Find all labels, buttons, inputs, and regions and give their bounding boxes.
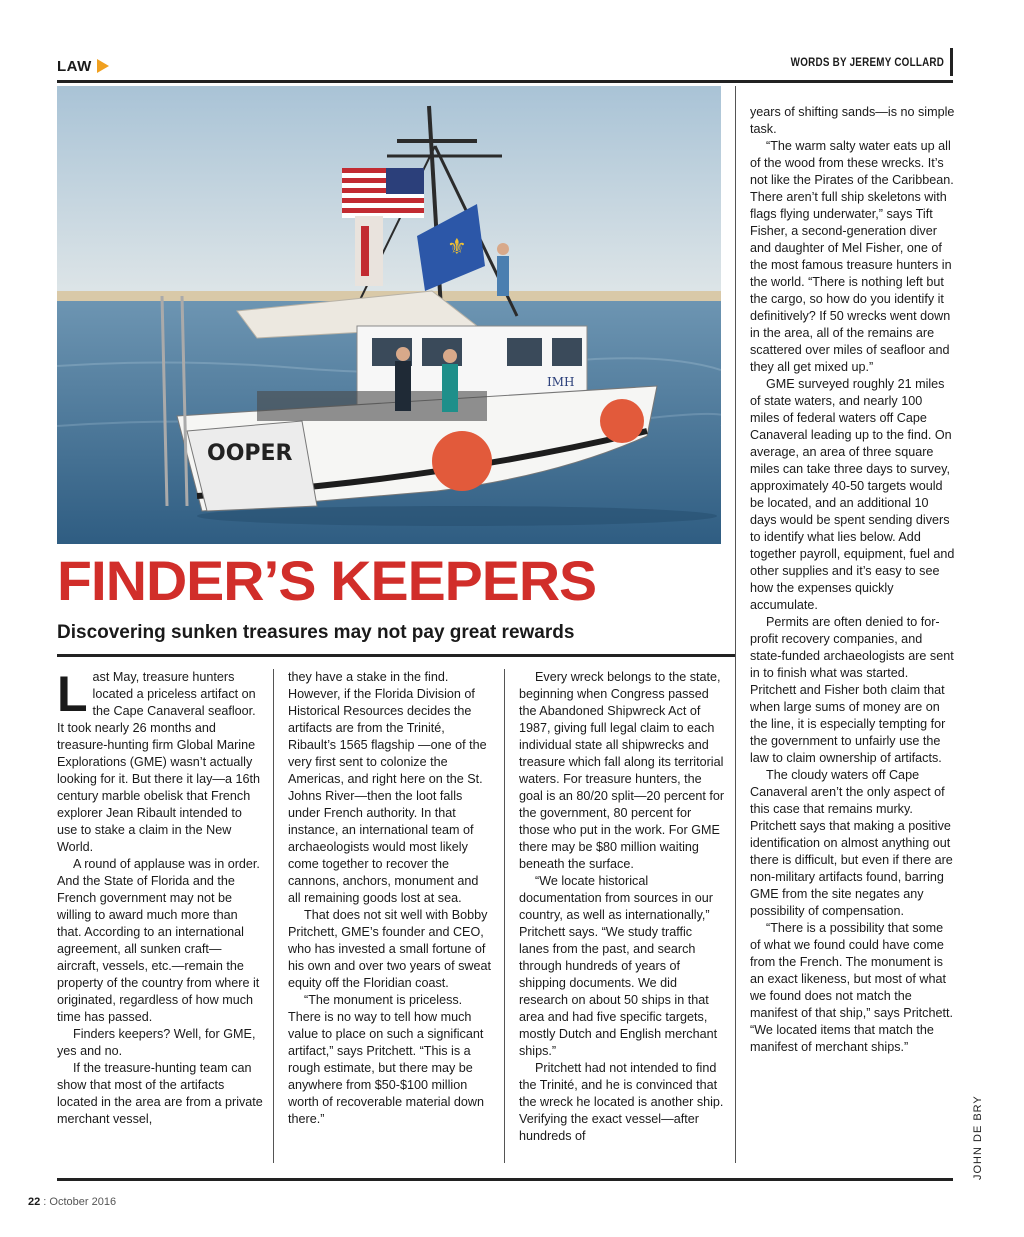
svg-text:OOPER: OOPER	[207, 441, 293, 466]
folio-separator: :	[40, 1196, 50, 1208]
paragraph: years of shifting sands—is no simple task.	[750, 105, 955, 136]
paragraph: “We locate historical documentation from sources in our country, as well as internationally,” Pritchett says. “We study traffic lanes from the past, and search through hundreds of years of shipping documents. We did research on about 50 ships in that area and had five specific targets, mostly Dutch and English merchant ships.”	[519, 874, 718, 1058]
paragraph: That does not sit well with Bobby Pritchett, GME’s founder and CEO, who has invested a small fortune of his own and over two years of sweat equity off the Floridian coast.	[288, 908, 492, 990]
section-arrow-icon	[97, 59, 109, 73]
paragraph: If the treasure-hunting team can show that most of the artifacts located in the area are from a private merchant vessel,	[57, 1061, 263, 1126]
paragraph: Permits are often denied to for-profit recovery companies, and state-funded archaeologists are sent in to finish what was started. Pritchett and Fisher both claim that when large sums of money are on the line, it is especially tempting for the government to unfairly use the law to claim ownership of artifacts.	[750, 615, 954, 765]
paragraph: Every wreck belongs to the state, beginning when Congress passed the Abandoned Shipwreck Act of 1987, giving full legal claim to each individual state all shipwrecks and treasure which fall along its territorial waters. For treasure hunters, the goal is an 80/20 split—20 percent for the government, 80 percent for those who put in the work. For GME there may be $80 million waiting beneath the surface.	[519, 670, 725, 871]
paragraph: they have a stake in the find. However, if the Florida Division of Historical Resources decides the artifacts are from the Trinité, Ribault’s 1565 flagship —one of the very first sent to colonize the Americas, and right here on the St. Johns River—then the loot falls under French authority. In that instance, an international team of archaeologists would most likely come together to recover the cannons, anchors, monument and all remaining goods lost at sea.	[288, 670, 487, 905]
byline: WORDS BY JEREMY COLLARD	[790, 55, 944, 69]
issue-date: October 2016	[49, 1196, 117, 1208]
paragraph: “There is a possibility that some of what we found could have come from the French. The monument is an exact likeness, but most of what we found does not match the manifest of that ship,” says Pritchett. “We located items that match the manifest of merchant ships.”	[750, 921, 953, 1054]
paragraph: Pritchett had not intended to find the Trinité, and he is convinced that the wreck he located is another ship. Verifying the exact vessel—after hundreds of	[519, 1061, 724, 1143]
paragraph: “The monument is priceless. There is no way to tell how much value to place on such a significant artifact,” says Pritchett. “This is a rough estimate, but there may be anywhere from $50-$100 million worth of recoverable material down there.”	[288, 993, 484, 1126]
paragraph: ast May, treasure hunters located a priceless artifact on the Cape Canaveral seafloor. It took nearly 26 months and treasure-hunting firm Global Marine Explorations (GME) wasn’t actually looking for it. But there it lay—a 16th century marble obelisk that French explorer Jean Ribault intended to use to stake a claim in the New World.	[57, 670, 261, 854]
us-flag	[342, 168, 424, 218]
section-label: LAW	[57, 58, 92, 75]
drop-cap: L	[57, 666, 88, 722]
svg-text:⚜: ⚜	[447, 235, 467, 260]
page-folio	[28, 1196, 116, 1208]
bottom-rule	[57, 1178, 953, 1181]
column-3	[519, 669, 725, 1145]
column-divider	[504, 669, 505, 1163]
paragraph: “The warm salty water eats up all of the wood from these wrecks. It’s not like the Pirates of the Caribbean. There aren’t full ship skeletons with flags flying underwater,” says Tift Fisher, a second-generation diver and daughter of Mel Fisher, one of the most famous treasure hunters in the world. “There is nothing left but the cargo, so how do you identify it definitively? If 50 wrecks went down in the area, all of the remains are scattered over miles of seafloor and they all get mixed up.”	[750, 139, 954, 374]
page-number: 22	[28, 1196, 41, 1208]
paragraph: A round of applause was in order. And the State of Florida and the French government may not be willing to award much more than that. According to an international agreement, all sunken craft—aircraft, vessels, etc.—remain the property of the country from where it originated, regardless of how much time has passed.	[57, 857, 260, 1024]
photo-credit: JOHN DE BRY	[972, 1095, 984, 1180]
subhead: Discovering sunken treasures may not pay great rewards	[57, 622, 575, 643]
paragraph: GME surveyed roughly 21 miles of state waters, and nearly 100 miles of federal waters off Cape Canaveral leading up to the find. On average, an area of three square miles can take three days to survey, approximately 40-50 targets would be located, and an additional 10 days would be spent sending divers to identify what lies below. Add together payroll, equipment, fuel and other supplies and it’s easy to see how the expenses quickly accumulate.	[750, 377, 955, 612]
column-4	[750, 104, 955, 1056]
headline-rule	[57, 654, 735, 657]
byline-divider	[950, 48, 953, 76]
svg-text:IMH: IMH	[547, 375, 575, 389]
column-divider	[735, 86, 736, 1163]
paragraph: The cloudy waters off Cape Canaveral aren’t the only aspect of this case that remains murky. Pritchett says that making a positive identification on almost anything out there is difficult, but even if there are non-military artifacts found, barring GME from the site negates any possibility of compensation.	[750, 768, 953, 918]
headline: FINDER’S KEEPERS	[57, 549, 597, 612]
column-1	[57, 666, 263, 1128]
column-2	[288, 669, 494, 1128]
paragraph: Finders keepers? Well, for GME, yes and no.	[57, 1027, 256, 1058]
boat-photo	[57, 86, 721, 544]
top-rule	[57, 80, 953, 83]
column-divider	[273, 669, 274, 1163]
